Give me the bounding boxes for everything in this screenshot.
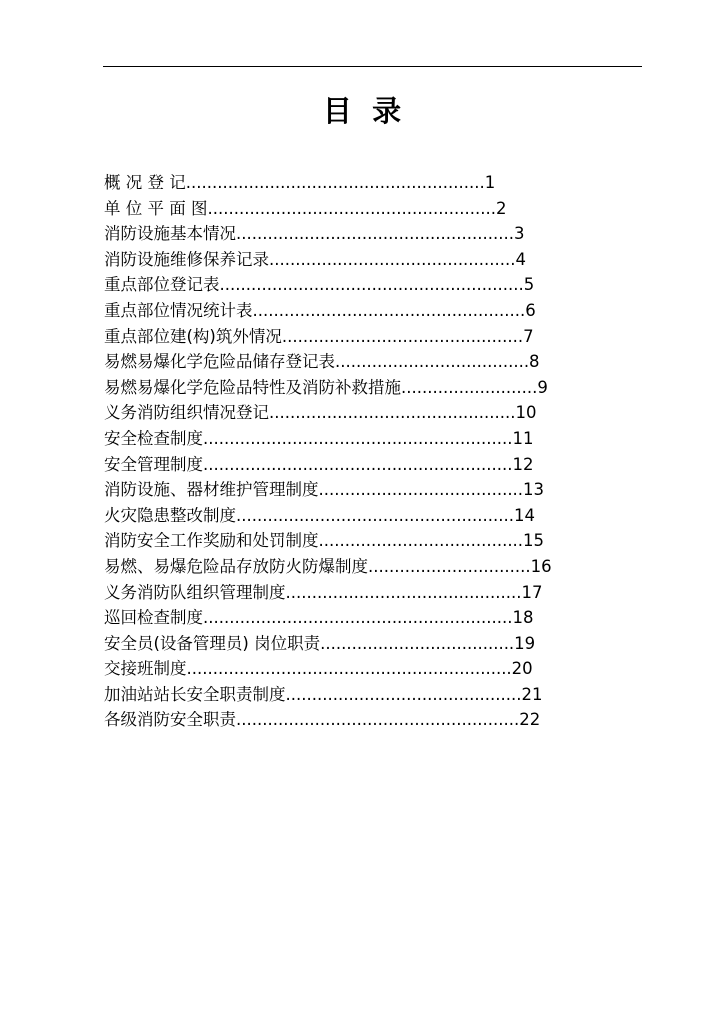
toc-entry: 安全检查制度...........................................................11 [104,428,534,448]
toc-entry: 消防设施维修保养记录...............................................4 [104,249,527,269]
toc-entry: 火灾隐患整改制度.....................................................14 [104,505,535,525]
toc-entry: 交接班制度..............................................................20 [104,659,533,679]
toc-entry: 消防安全工作奖励和处罚制度.......................................15 [104,531,545,551]
toc-entry: 安全管理制度...........................................................12 [104,454,534,474]
toc-entry: 巡回检查制度...........................................................18 [104,608,534,628]
toc-entry: 重点部位登记表..........................................................5 [104,275,535,295]
toc-entry: 加油站站长安全职责制度.............................................21 [104,684,543,704]
toc-entry: 义务消防组织情况登记...............................................10 [104,403,537,423]
toc-entry: 义务消防队组织管理制度.............................................17 [104,582,543,602]
toc-entry: 单 位 平 面 图.......................................................2 [104,198,507,218]
toc-entry: 重点部位情况统计表....................................................6 [104,300,536,320]
page-title: 目 录 [322,94,402,128]
table-of-contents [104,170,552,733]
toc-entry: 消防设施、器材维护管理制度.......................................13 [104,480,545,500]
toc-entry: 易燃、易爆危险品存放防火防爆制度...............................16 [104,556,552,576]
toc-entry: 安全员(设备管理员) 岗位职责.....................................19 [104,633,536,653]
header-rule [103,66,642,67]
toc-entry: 消防设施基本情况.....................................................3 [104,224,525,244]
toc-entry: 易燃易爆化学危险品特性及消防补救措施..........................9 [104,377,548,397]
toc-entry: 各级消防安全职责......................................................22 [104,710,541,730]
toc-entry: 重点部位建(构)筑外情况..............................................7 [104,326,534,346]
toc-entry: 易燃易爆化学危险品储存登记表.....................................8 [104,352,540,372]
toc-entry: 概 况 登 记.........................................................1 [104,173,496,192]
